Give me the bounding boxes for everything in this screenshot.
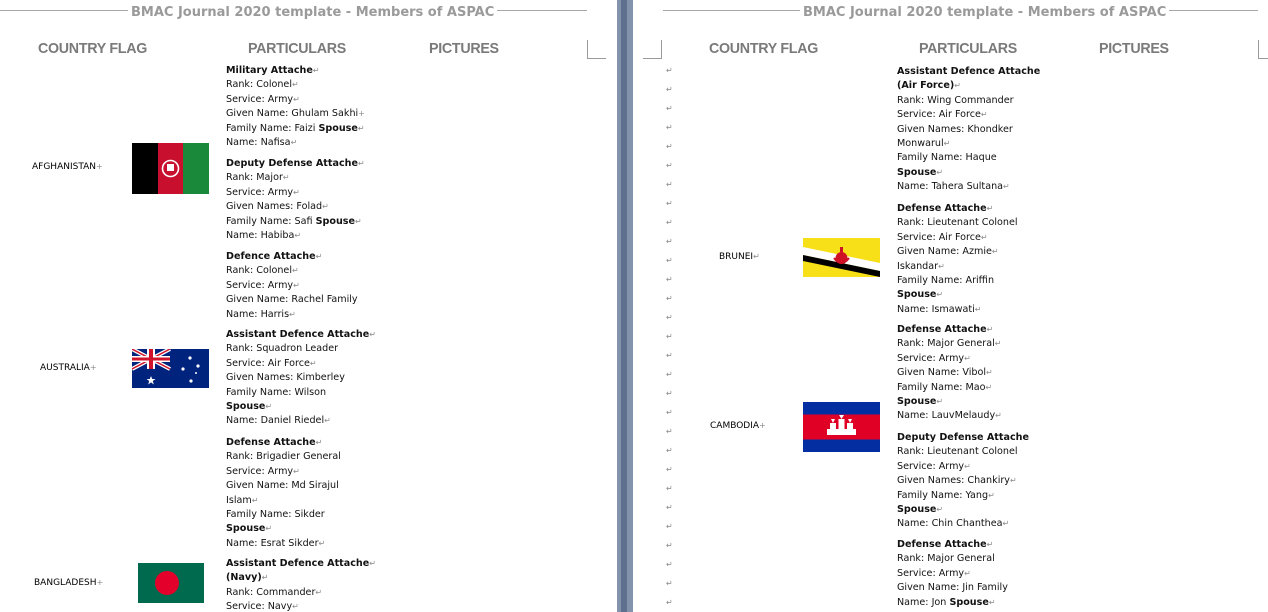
document-page-right[interactable]: BMAC Journal 2020 template - Members of ASPAC COUNTRY FLAG PARTICULARS PICTURES ↵ ↵ ↵ ↵ ↵ ↵ ↵ ↵ ↵ ↵ ↵ ↵ ↵ ↵ ↵ ↵ ↵ ↵ ↵ ↵ ↵ ↵ ↵ ↵ ↵ ↵ ↵ ↵ ↵ Assistant Defence Attache (Air Force)↵ Rank: Wing Commander Service: Air Force↵ Given Names: Khondker Monwarul↵ Family Name: Haque Spouse↵ Name: Tahera Sultana↵ BRUNEI↵ Defense Attache↵ Rank: Lieutenant Colonel Service: Air Force↵ Given Name: Azmie↵ Iskandar↵ Family Name: Ariffin Spouse↵ Name: Ismawati↵ Defense Attache↵ Rank: Major General↵ Service: Army↵ Given Name: Vibol↵ Family Name: Mao↵ Spouse↵ Name: LauvMelaudy↵ CAMBODIA+ Deputy Defense Attache Rank: Lieutenant Colonel Service: Army↵ Given Names: Chankiry↵ Family Name: Yang↵ Spouse↵ Name: Chin Chanthea↵ Defense Attache↵ Rank: Major General Service: Army↵ Given Name: Jin Family Name: Jon Spouse↵: [633, 0, 1268, 612]
particulars-entry: Deputy Defense Attache↵ Rank: Major↵ Service: Army↵ Given Names: Folad↵ Family Name: Safi Spouse↵ Name: Habiba↵: [226, 158, 365, 242]
document-page-left[interactable]: [0, 0, 617, 612]
crop-mark: [643, 40, 662, 59]
particulars-entry: Defense Attache↵ Rank: Brigadier General Service: Army↵ Given Name: Md Sirajul Islam↵ Family Name: Sikder Spouse↵ Name: Esrat Sikder↵: [226, 437, 341, 549]
country-name-australia: AUSTRALIA+: [40, 363, 97, 373]
column-header-pictures: PICTURES: [429, 40, 499, 57]
country-name-brunei: BRUNEI↵: [719, 252, 760, 262]
particulars-entry: Defence Attache↵ Rank: Colonel↵ Service: Army↵ Given Name: Rachel Family Name: Harris↵: [226, 251, 358, 320]
country-name-afghanistan: AFGHANISTAN+: [32, 162, 103, 172]
particulars-entry: Assistant Defence Attache↵ (Navy)↵ Rank: Commander↵ Service: Navy↵: [226, 558, 376, 612]
particulars-entry: Assistant Defence Attache (Air Force)↵ Rank: Wing Commander Service: Air Force↵ Given Names: Khondker Monwarul↵ Family Name: Haque Spouse↵ Name: Tahera Sultana↵: [897, 66, 1041, 193]
page-header-title: BMAC Journal 2020 template - Members of ASPAC: [800, 5, 1169, 21]
column-header-country-flag: COUNTRY FLAG: [709, 40, 818, 57]
flag-cambodia-image: [803, 402, 880, 452]
flag-afghanistan-image: [132, 143, 209, 194]
flag-australia-image: [132, 349, 209, 388]
crop-mark: [587, 40, 606, 59]
particulars-entry: Defense Attache↵ Rank: Major General Service: Army↵ Given Name: Jin Family Name: Jon Spouse↵: [897, 539, 1008, 608]
flag-brunei-image: [803, 238, 880, 277]
country-name-cambodia: CAMBODIA+: [710, 421, 766, 431]
particulars-entry: Assistant Defence Attache↵ Rank: Squadron Leader Service: Air Force↵ Given Names: Kimberley Family Name: Wilson Spouse↵ Name: Daniel Riedel↵: [226, 329, 376, 427]
particulars-entry: Defense Attache↵ Rank: Major General↵ Service: Army↵ Given Name: Vibol↵ Family Name: Mao↵ Spouse↵ Name: LauvMelaudy↵: [897, 324, 1002, 422]
particulars-entry: Defense Attache↵ Rank: Lieutenant Colonel Service: Air Force↵ Given Name: Azmie↵ Iskandar↵ Family Name: Ariffin Spouse↵ Name: Ismawati↵: [897, 203, 1018, 315]
column-header-country-flag: COUNTRY FLAG: [38, 40, 147, 57]
column-header-particulars: PARTICULARS: [248, 40, 346, 57]
country-name-bangladesh: BANGLADESH+: [34, 578, 104, 588]
particulars-entry: Deputy Defense Attache Rank: Lieutenant Colonel Service: Army↵ Given Names: Chankiry↵ Family Name: Yang↵ Spouse↵ Name: Chin Chanthea↵: [897, 432, 1029, 530]
page-header-title: BMAC Journal 2020 template - Members of ASPAC: [128, 5, 497, 21]
column-header-particulars: PARTICULARS: [919, 40, 1017, 57]
flag-bangladesh-image: [138, 563, 204, 603]
window-splitter[interactable]: [621, 0, 627, 612]
column-header-pictures: PICTURES: [1099, 40, 1169, 57]
particulars-entry: Military Attache↵ Rank: Colonel↵ Service: Army↵ Given Name: Ghulam Sakhi+ Family Name: Faizi Spouse↵ Name: Nafisa↵: [226, 65, 365, 149]
crop-mark: [1258, 40, 1268, 59]
